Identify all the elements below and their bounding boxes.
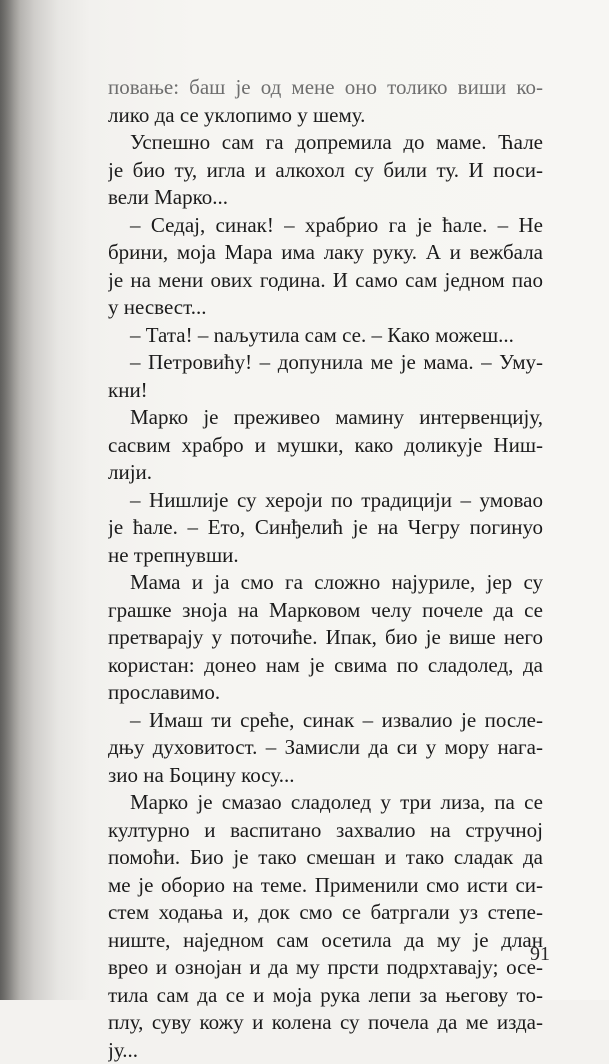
text-line: ниште, наједном сам осетила да му је длан [108, 927, 543, 955]
text-line: вреo и ознојан и да му прсти подрхтавају; осе- [108, 954, 543, 982]
text-line: је био ту, игла и алкохол су били ту. И поси- [108, 157, 543, 185]
text-line: прославимо. [108, 679, 543, 707]
text-line: кни! [108, 377, 543, 405]
text-line: зио на Боцину косу... [108, 762, 543, 790]
text-line: је на мени ових година. И само сам једном пао [108, 267, 543, 295]
text-line: – Нишлије су хероји по традицији – умовао [108, 487, 543, 515]
text-line: културно и васпитано захвалио на стручној [108, 817, 543, 845]
text-line: грашке зноја на Марковом челу почеле да се [108, 597, 543, 625]
text-line: брини, моја Мара има лаку руку. А и вежбала [108, 239, 543, 267]
page-number: 91 [510, 943, 550, 966]
text-line: дњу духовитост. – Замисли да си у мору нага- [108, 734, 543, 762]
text-line: стем ходања и, док смо се батргали уз степе- [108, 899, 543, 927]
text-line: повање: баш је од мене оно толико виши ко- [108, 74, 543, 102]
text-line: лико да се уклопимо у шему. [108, 102, 543, 130]
text-line: претварају у поточиће. Ипак, био је више него [108, 624, 543, 652]
text-line: не трепнувши. [108, 542, 543, 570]
text-line: – Седај, синак! – храбрио га је ћале. – Не [108, 212, 543, 240]
text-line: користан: донео нам је свима по сладолед, да [108, 652, 543, 680]
text-line: – Петровићу! – допунила ме је мама. – Уму- [108, 349, 543, 377]
text-line: вели Марко... [108, 184, 543, 212]
text-line: – Имаш ти среће, синак – извалио је после- [108, 707, 543, 735]
text-line: Марко је преживео мамину интервенцију, [108, 404, 543, 432]
text-line: ју... [108, 1037, 543, 1064]
text-line: – Тата! – naљутила сам се. – Како можеш... [108, 322, 543, 350]
spine-shadow [0, 0, 20, 1000]
text-line: у несвест... [108, 294, 543, 322]
text-line: Мама и ја смо га сложно најуриле, јер су [108, 569, 543, 597]
body-text [108, 74, 543, 1064]
text-line: помоћи. Био је тако смешан и тако сладак да [108, 844, 543, 872]
text-line: плу, суву кожу и колена су почела да ме изда- [108, 1009, 543, 1037]
text-line: Марко је смазао сладолед у три лиза, па се [108, 789, 543, 817]
text-line: лији. [108, 459, 543, 487]
text-line: ме је оборио на теме. Применили смо исти си- [108, 872, 543, 900]
text-line: сасвим храбро и мушки, како доликује Ниш- [108, 432, 543, 460]
text-line: тила сам да се и моја рука лепи за његову то- [108, 982, 543, 1010]
text-line: Успешно сам га допремила до маме. Ћале [108, 129, 543, 157]
text-line: је ћале. – Ето, Синђелић је на Чегру погинуо [108, 514, 543, 542]
